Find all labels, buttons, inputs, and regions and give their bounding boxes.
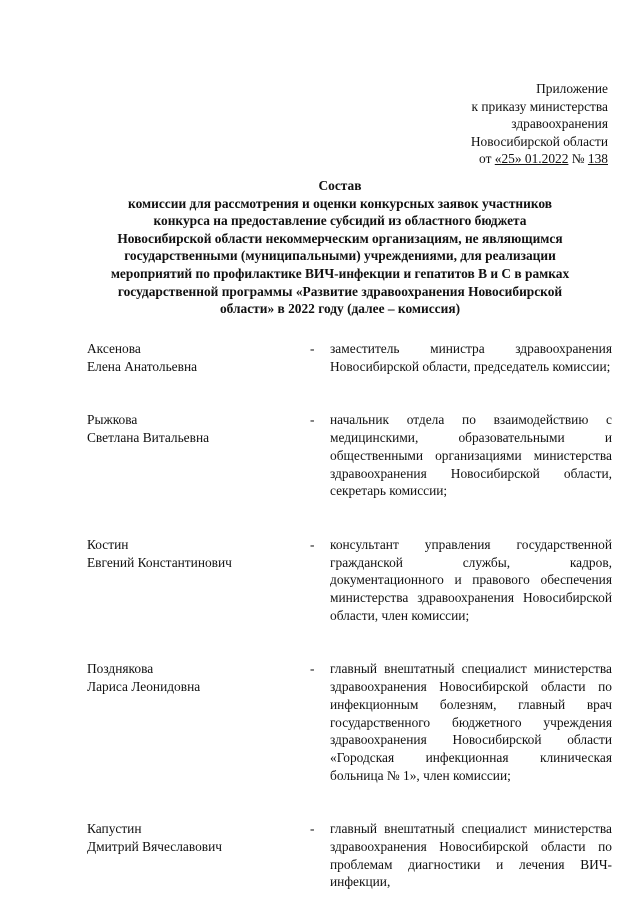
- member-role: главный внештатный специалист министерства здравоохранения Новосибирской области по проблемам диагностики и лечения ВИЧ-инфекции,: [330, 821, 612, 890]
- member-surname: Аксенова: [87, 341, 141, 356]
- member-row: [87, 820, 612, 891]
- appendix-header: [471, 80, 608, 168]
- title-line: государственной программы «Развитие здравоохранения Новосибирской: [117, 283, 563, 299]
- member-dash: -: [310, 661, 315, 677]
- appendix-line: Приложение: [536, 81, 608, 96]
- document-title: [72, 177, 608, 318]
- member-given-name: Елена Анатольевна: [87, 358, 198, 374]
- date-prefix: от: [479, 151, 495, 167]
- order-number: 138: [587, 151, 608, 167]
- order-date-line: [471, 150, 608, 168]
- member-role: консультант управления государственной гражданской службы, кадров, документационного и правового обеспечения министерства здравоохранения Новосибирской области, член комиссии;: [330, 536, 612, 623]
- title-line: мероприятий по профилактике ВИЧ-инфекции и гепатитов В и С в рамках: [110, 265, 570, 281]
- appendix-line: к приказу министерства: [471, 98, 608, 114]
- commission-members-list: [87, 340, 612, 891]
- member-given-name: Евгений Константинович: [87, 554, 232, 570]
- title-line: комиссии для рассмотрения и оценки конкурсных заявок участников: [128, 195, 552, 211]
- member-surname: Капустин: [87, 821, 142, 837]
- member-row: [87, 536, 612, 625]
- title-line: области» в 2022 году (далее – комиссия): [219, 301, 461, 317]
- member-name: [87, 820, 310, 891]
- number-sign: №: [568, 151, 588, 167]
- member-row: [87, 340, 612, 375]
- member-role: начальник отдела по взаимодействию с медицинскими, образовательными и общественными организациями министерства здравоохранения Новосибирской области, секретарь комиссии;: [330, 412, 612, 499]
- member-role: главный внештатный специалист министерства здравоохранения Новосибирской области по инфекционным болезням, главный врач государственного бюджетного учреждения здравоохранения Новосибирской области «Городская инфекционная клиническая больница № 1», член комиссии;: [330, 661, 612, 783]
- title-heading: Состав: [318, 178, 362, 193]
- member-surname: Позднякова: [87, 661, 154, 677]
- order-date: «25» 01.2022: [494, 151, 569, 167]
- title-line: конкурса на предоставление субсидий из областного бюджета: [153, 213, 527, 229]
- member-row: [87, 660, 612, 784]
- member-dash: -: [310, 412, 315, 428]
- member-dash: -: [310, 821, 315, 837]
- member-surname: Рыжкова: [87, 412, 138, 428]
- member-dash: -: [310, 536, 315, 552]
- member-given-name: Светлана Витальевна: [87, 430, 210, 446]
- member-name: [87, 660, 310, 784]
- member-row: [87, 411, 612, 500]
- member-name: [87, 411, 310, 500]
- title-line: Новосибирской области некоммерческим организациям, не являющимся: [117, 230, 563, 246]
- title-line: государственными (муниципальными) учреждениями, для реализации: [124, 248, 556, 264]
- member-given-name: Дмитрий Вячеславович: [87, 839, 222, 855]
- member-name: [87, 536, 310, 625]
- member-surname: Костин: [87, 536, 129, 552]
- member-name: [87, 340, 310, 375]
- appendix-line: здравоохранения: [511, 116, 608, 132]
- member-role: заместитель министра здравоохранения Новосибирской области, председатель комиссии;: [330, 341, 612, 374]
- member-given-name: Лариса Леонидовна: [87, 679, 201, 695]
- appendix-line: Новосибирской области: [470, 133, 608, 149]
- member-dash: -: [310, 341, 315, 356]
